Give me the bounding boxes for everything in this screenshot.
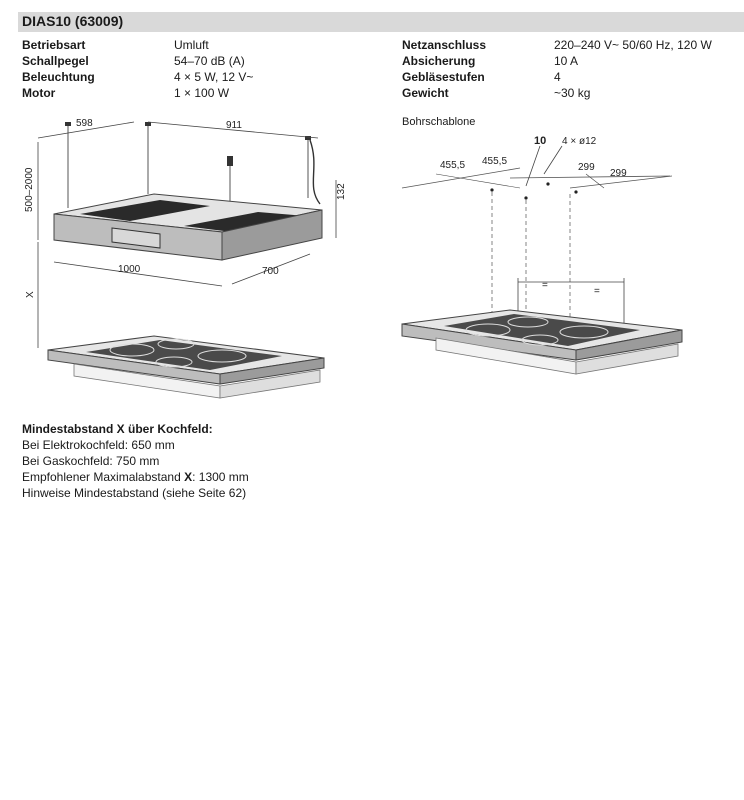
notes-line-max-x: X — [184, 470, 193, 484]
notes-line-gas: Bei Gaskochfeld: 750 mm — [22, 454, 160, 468]
notes-line-reference: Hinweise Mindestabstand (siehe Seite 62) — [22, 486, 247, 500]
spec-value: ~30 kg — [554, 86, 591, 100]
spec-value: 54–70 dB (A) — [174, 54, 245, 68]
spec-value: Umluft — [174, 38, 209, 52]
drilling-template-drawing — [400, 130, 744, 380]
spec-label: Motor — [22, 86, 56, 100]
spec-value: 1 × 100 W — [174, 86, 230, 100]
spec-label: Betriebsart — [22, 38, 86, 52]
dim-700: 700 — [262, 266, 279, 277]
dim-911: 911 — [226, 120, 242, 131]
spec-label: Netzanschluss — [402, 38, 487, 52]
dim-299-b: 299 — [610, 168, 627, 179]
dim-1000: 1000 — [118, 264, 141, 275]
product-title: DIAS10 (63009) — [22, 13, 124, 29]
spec-value: 220–240 V~ 50/60 Hz, 120 W — [554, 38, 712, 52]
spec-label: Beleuchtung — [22, 70, 95, 84]
hood-dimension-drawing — [14, 108, 347, 398]
notes-line-max-suffix: : 1300 mm — [192, 470, 249, 484]
spec-label: Gebläsestufen — [402, 70, 485, 84]
spec-value: 10 A — [554, 54, 579, 68]
dim-455-5-a: 455,5 — [440, 160, 466, 171]
notes-line-max — [22, 469, 249, 485]
spec-value: 4 × 5 W, 12 V~ — [174, 70, 254, 84]
dim-598: 598 — [76, 118, 93, 129]
spec-label: Gewicht — [402, 86, 449, 100]
dim-x: X — [25, 291, 36, 298]
dim-500-2000: 500–2000 — [24, 167, 35, 212]
spec-value: 4 — [554, 70, 561, 84]
minimum-distance-notes — [22, 421, 249, 501]
dim-10: 10 — [534, 135, 547, 147]
dim-132: 132 — [336, 183, 347, 200]
spec-label: Schallpegel — [22, 54, 89, 68]
dim-455-5-b: 455,5 — [482, 156, 508, 167]
notes-line-max-prefix: Empfohlener Maximalabstand — [22, 470, 185, 484]
bohrschablone-label: Bohrschablone — [402, 116, 476, 128]
notes-heading: Mindestabstand X über Kochfeld: — [22, 422, 213, 436]
spec-label: Absicherung — [402, 54, 476, 68]
eq-left: = — [542, 280, 548, 291]
eq-right: = — [594, 286, 600, 297]
dim-299-a: 299 — [578, 162, 595, 173]
title-bar — [18, 12, 744, 32]
notes-line-electric: Bei Elektrokochfeld: 650 mm — [22, 438, 175, 452]
dim-holes: 4 × ø12 — [562, 136, 597, 147]
